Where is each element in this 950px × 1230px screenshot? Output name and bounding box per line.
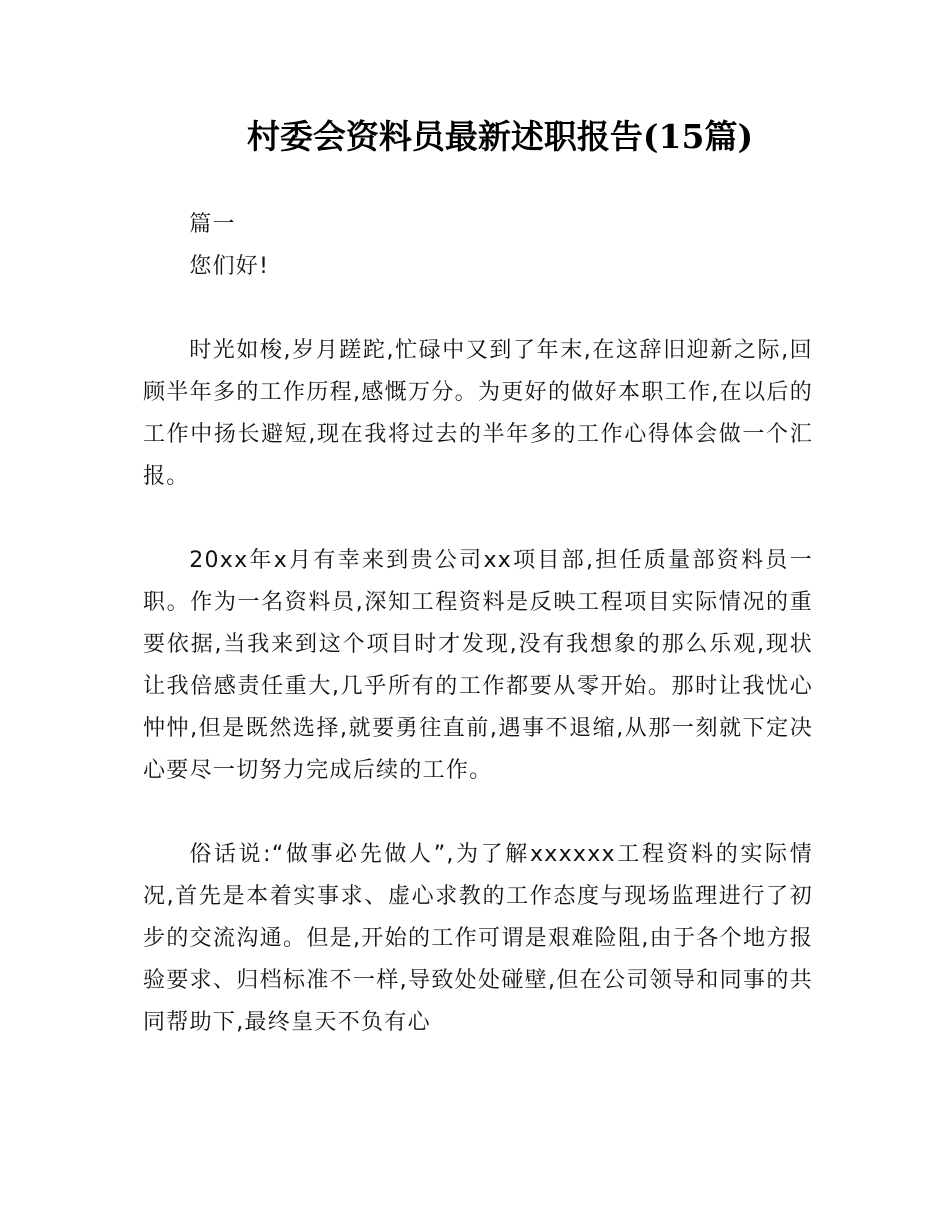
paragraph: 时光如梭,岁月蹉跎,忙碌中又到了年末,在这辞旧迎新之际,回顾半年多的工作历程,感慨万分。为更好的做好本职工作,在以后的工作中扬长避短,现在我将过去的半年多的工作心得体会做一个汇报。 [143, 338, 813, 489]
greeting: 您们好! [189, 254, 270, 279]
paragraph: 俗话说:“做事必先做人”,为了解xxxxxx工程资料的实际情况,首先是本着实事求、虚心求教的工作态度与现场监理进行了初步的交流沟通。但是,开始的工作可谓是艰难险阻,由于各个地方报验要求、归档标准不一样,导致处处碰壁,但在公司领导和同事的共同帮助下,最终皇天不负有心 [143, 842, 813, 1035]
paragraph-spacer [143, 792, 813, 834]
document-title: 村委会资料员最新述职报告(15篇) [246, 117, 754, 156]
document-body [143, 204, 813, 1044]
paragraph-spacer [143, 288, 813, 330]
paragraph: 20xx年x月有幸来到贵公司xx项目部,担任质量部资料员一职。作为一名资料员,深知工程资料是反映工程项目实际情况的重要依据,当我来到这个项目时才发现,没有我想象的那么乐观,现状让我倍感责任重大,几乎所有的工作都要从零开始。那时让我忧心忡忡,但是既然选择,就要勇往直前,遇事不退缩,从那一刻就下定决心要尽一切努力完成后续的工作。 [143, 548, 813, 783]
paragraph-spacer [143, 498, 813, 540]
section-label: 篇一 [189, 212, 236, 237]
